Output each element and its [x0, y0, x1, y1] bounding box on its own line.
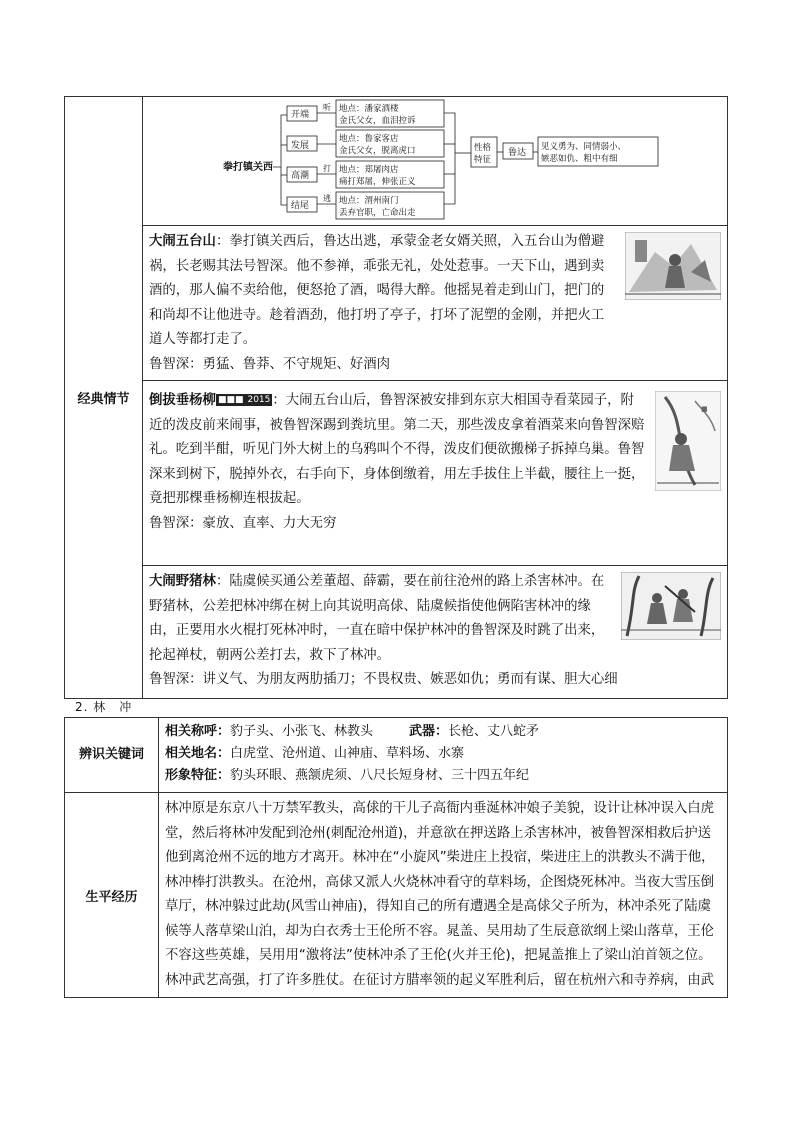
- episode-2-illustration: [655, 391, 721, 491]
- episode-1-summary: 鲁智深：勇猛、鲁莽、不守规矩、好酒肉: [149, 356, 391, 372]
- traits-line-2: 嫉恶如仇、粗中有细: [541, 154, 618, 164]
- plot-structure-diagram: [143, 97, 728, 221]
- episode-3-summary: 鲁智深：讲义气、为朋友两肋插刀；不畏权贵、嫉恶如仇；勇而有谋、胆大心细: [149, 672, 618, 688]
- episode-1-cell: 大闹五台山：拳打镇关西后，鲁达出逃，承蒙金老女婿关照，入五台山为僧避祸，长老赐其法号智深。他不参禅，乖张无礼，处处惹事。一天下山，遇到卖酒的，那人偏不卖给他，便怒抢了酒，喝得大醉。他摇晃着走到山门，把门的和尚却不让他进寺。趁着酒劲，他打坍了亭子，打坏了泥塑的金刚，并把火工道人等都打走了。 鲁智深：勇猛、鲁莽、不守规矩、好酒肉: [143, 226, 728, 381]
- classic-plots-table: [64, 96, 728, 699]
- row-label-life: 生平经历: [65, 793, 159, 998]
- trait-box-line-1: 性格: [474, 143, 492, 153]
- episode-1-illustration: [625, 232, 721, 300]
- plot-diagram-cell: [143, 97, 728, 226]
- branch-3-line-2: 痛打郑屠，伸张正义: [339, 177, 416, 187]
- section-2-title: 2. 林 冲: [75, 700, 133, 714]
- watermark-badge: ■■■: [217, 395, 244, 405]
- diagram-root: 拳打镇关西: [223, 162, 273, 173]
- appearance-value: 豹头环眼、燕颔虎须、八尺长短身材、三十四五年纪: [230, 768, 530, 783]
- branch-4-verb: 逃: [323, 194, 331, 203]
- row-label-identify: [65, 718, 159, 793]
- episode-3-text: 陆虞候买通公差董超、薛霸，要在前往沧州的路上杀害林冲。在野猪林，公差把林冲绑在树上向其说明高俅、陆虞候指使他俩陷害林冲的缘由，正要用水火棍打死林冲时，一直在暗中保护林冲的鲁智深及时跳了出来，抡起禅杖，朝两公差打去，救下了林冲。: [149, 574, 605, 663]
- traits-line-1: 见义勇为、同情弱小、: [541, 142, 627, 152]
- diagram-person: 鲁达: [508, 148, 527, 158]
- branch-3-name: 高潮: [291, 171, 310, 181]
- appearance-title: 形象特征：: [165, 768, 231, 783]
- year-badge: 2015: [247, 395, 271, 405]
- identify-cell: [159, 718, 728, 793]
- life-cell: [159, 793, 728, 998]
- episode-2-title: 倒拔垂杨柳: [149, 393, 216, 408]
- lin-chong-table: [64, 717, 728, 998]
- episode-3-illustration: [621, 572, 721, 640]
- alias-value: 豹子头、小张飞、林教头: [230, 724, 374, 739]
- episode-2-summary: 鲁智深：豪放、直率、力大无穷: [149, 515, 337, 531]
- places-value: 白虎堂、沧州道、山神庙、草料场、水寨: [230, 746, 465, 761]
- episode-2-cell: ■ 倒拔垂杨柳 ■■■ 2015 ：大闹五台山后，鲁智深被安排到东京大相国寺看菜园子，附近的泼皮前来闹事，被鲁智深踢到粪坑里。第二天，那些泼皮拿着酒菜来向鲁智深赔礼。吃到半酣，听见门外大树上的乌鸦叫个不得，泼皮们便欲搬梯子拆掉乌巢。鲁智深来到树下，脱掉外衣，右手向下，身体倒缴着，用左手拔住上半截，腰往上一挺，竟把那棵垂杨柳连根拔起。 鲁智深：豪放、直率、力大无穷: [143, 381, 728, 566]
- branch-2-line-2: 金氏父女，脱离虎口: [339, 146, 416, 156]
- alias-title: 相关称呼：: [165, 724, 231, 739]
- branch-1-line-1: 地点：潘家酒楼: [339, 104, 399, 114]
- svg-text:■: ■: [701, 405, 708, 413]
- branch-2-name: 发展: [291, 141, 310, 151]
- branch-1-line-2: 金氏父女，血泪控诉: [339, 116, 416, 126]
- episode-1-text: 拳打镇关西后，鲁达出逃，承蒙金老女婿关照，入五台山为僧避祸，长老赐其法号智深。他不参禅，乖张无礼，处处惹事。一天下山，遇到卖酒的，那人偏不卖给他，便怒抢了酒，喝得大醉。他摇晃着走到山门，把门的和尚却不让他进寺。趁着酒劲，他打坍了亭子，打坏了泥塑的金刚，并把火工道人等都打走了。: [149, 234, 605, 348]
- life-text: 林冲原是东京八十万禁军教头，高俅的干儿子高衙内垂涎林冲娘子美貌，设计让林冲误入白虎堂，然后将林冲发配到沧州(刺配沧州道)，并意欲在押送路上杀害林冲，被鲁智深相救后护送他到离沧州不远的地方才离开。林冲在“小旋风”柴进庄上投宿，柴进庄上的洪教头不满于他，林冲棒打洪教头。在沧州，高俅又派人火烧林冲看守的草料场，企图烧死林冲。当夜大雪压倒草厅，林冲躲过此劫(风雪山神庙)，得知自己的所有遭遇全是高俅父子所为，林冲杀死了陆虞候等人落草梁山泊，却为白衣秀士王伦所不容。晁盖、吴用劫了生辰意欲纲上梁山落草，王伦不容这些英雄，吴用用“激将法”使林冲杀了王伦(火并王伦)，把晁盖推上了梁山泊首领之位。林冲武艺高强，打了许多胜仗。在征讨方腊率领的起义军胜利后，留在杭州六和寺养病，由武: [165, 801, 715, 988]
- weapon-value: 长枪、丈八蛇矛: [448, 724, 540, 739]
- branch-1-name: 开端: [291, 110, 310, 120]
- branch-4-line-2: 丢弃官职，亡命出走: [339, 208, 416, 218]
- branch-2-line-1: 地点：鲁家客店: [339, 134, 399, 144]
- episode-3-cell: 大闹野猪林：陆虞候买通公差董超、薛霸，要在前往沧州的路上杀害林冲。在野猪林，公差把林冲绑在树上向其说明高俅、陆虞候指使他俩陷害林冲的缘由，正要用水火棍打死林冲时，一直在暗中保护林冲的鲁智深及时跳了出来，抡起禅杖，朝两公差打去，救下了林冲。 鲁智深：讲义气、为朋友两肋插刀；不畏权贵、嫉恶如仇；勇而有谋、胆大心细: [143, 566, 728, 699]
- row-label-classic-plots: 经典情节: [65, 97, 143, 699]
- trait-box-line-2: 特征: [474, 155, 492, 165]
- places-title: 相关地名：: [165, 746, 231, 761]
- episode-3-title: 大闹野猪林: [149, 574, 216, 589]
- branch-3-verb: 打: [323, 164, 331, 173]
- branch-4-line-1: 地点：渭州南门: [339, 196, 399, 206]
- identify-label-text: 辨识关键词: [78, 747, 144, 762]
- branch-1-verb: 听: [323, 103, 331, 112]
- branch-4-name: 结尾: [291, 201, 310, 211]
- episode-2-text: 大闹五台山后，鲁智深被安排到东京大相国寺看菜园子，附近的泼皮前来闹事，被鲁智深踢到粪坑里。第二天，那些泼皮拿着酒菜来向鲁智深赔礼。吃到半酣，听见门外大树上的乌鸦叫个不得，泼皮们便欲搬梯子拆掉乌巢。鲁智深来到树下，脱掉外衣，右手向下，身体倒缴着，用左手拔住上半截，腰往上一挺，竟把那棵垂杨柳连根拔起。: [149, 393, 645, 507]
- weapon-title: 武器：: [409, 724, 449, 739]
- branch-3-line-1: 地点：郑屠肉店: [339, 165, 399, 175]
- episode-1-title: 大闹五台山: [149, 234, 216, 249]
